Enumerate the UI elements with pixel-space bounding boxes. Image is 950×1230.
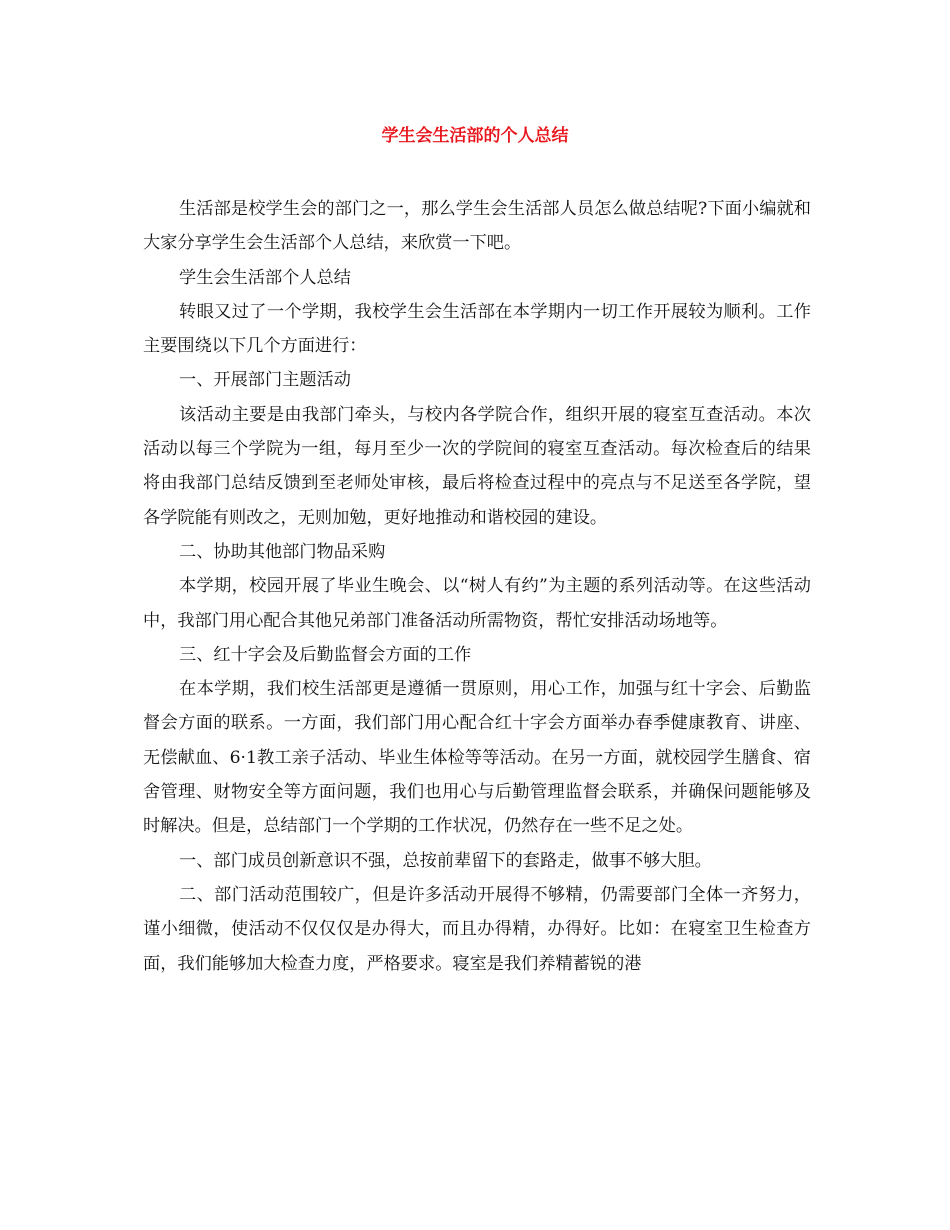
- paragraph-opening: 转眼又过了一个学期，我校学生会生活部在本学期内一切工作开展较为顺利。工作主要围绕以下几个方面进行：: [143, 301, 811, 357]
- paragraph-subtitle: 学生会生活部个人总结: [179, 267, 351, 288]
- shortcoming-item-1: 一、部门成员创新意识不强，总按前辈留下的套路走，做事不够大胆。: [179, 850, 712, 871]
- paragraph-section-3: 在本学期，我们校生活部更是遵循一贯原则，用心工作，加强与红十字会、后勤监督会方面的联系。一方面，我们部门用心配合红十字会方面举办春季健康教育、讲座、无偿献血、6·1教工亲子活动、毕业生体检等等活动。在另一方面，就校园学生膳食、宿舍管理、财物安全等方面问题，我们也用心与后勤管理监督会联系，并确保问题能够及时解决。但是，总结部门一个学期的工作状况，仍然存在一些不足之处。: [143, 679, 811, 837]
- document-title: 学生会生活部的个人总结: [381, 126, 569, 146]
- section-heading-2: 二、协助其他部门物品采购: [179, 541, 386, 562]
- shortcoming-item-2: 二、部门活动范围较广，但是许多活动开展得不够精，仍需要部门全体一齐努力，谨小细微，使活动不仅仅仅是办得大，而且办得精，办得好。比如：在寝室卫生检查方面，我们能够加大检查力度，严格要求。寝室是我们养精蓄锐的港: [143, 884, 811, 974]
- document-body: [143, 192, 811, 981]
- paragraph-intro: 生活部是校学生会的部门之一，那么学生会生活部人员怎么做总结呢?下面小编就和大家分享学生会生活部个人总结，来欣赏一下吧。: [143, 199, 811, 254]
- section-heading-3: 三、红十字会及后勤监督会方面的工作: [179, 644, 472, 665]
- paragraph-section-1: 该活动主要是由我部门牵头，与校内各学院合作，组织开展的寝室互查活动。本次活动以每三个学院为一组，每月至少一次的学院间的寝室互查活动。每次检查后的结果将由我部门总结反馈到至老师处审核，最后将检查过程中的亮点与不足送至各学院，望各学院能有则改之，无则加勉，更好地推动和谐校园的建设。: [143, 404, 811, 528]
- paragraph-section-2: 本学期，校园开展了毕业生晚会、以“树人有约”为主题的系列活动等。在这些活动中，我部门用心配合其他兄弟部门准备活动所需物资，帮忙安排活动场地等。: [143, 576, 811, 631]
- section-heading-1: 一、开展部门主题活动: [179, 370, 351, 391]
